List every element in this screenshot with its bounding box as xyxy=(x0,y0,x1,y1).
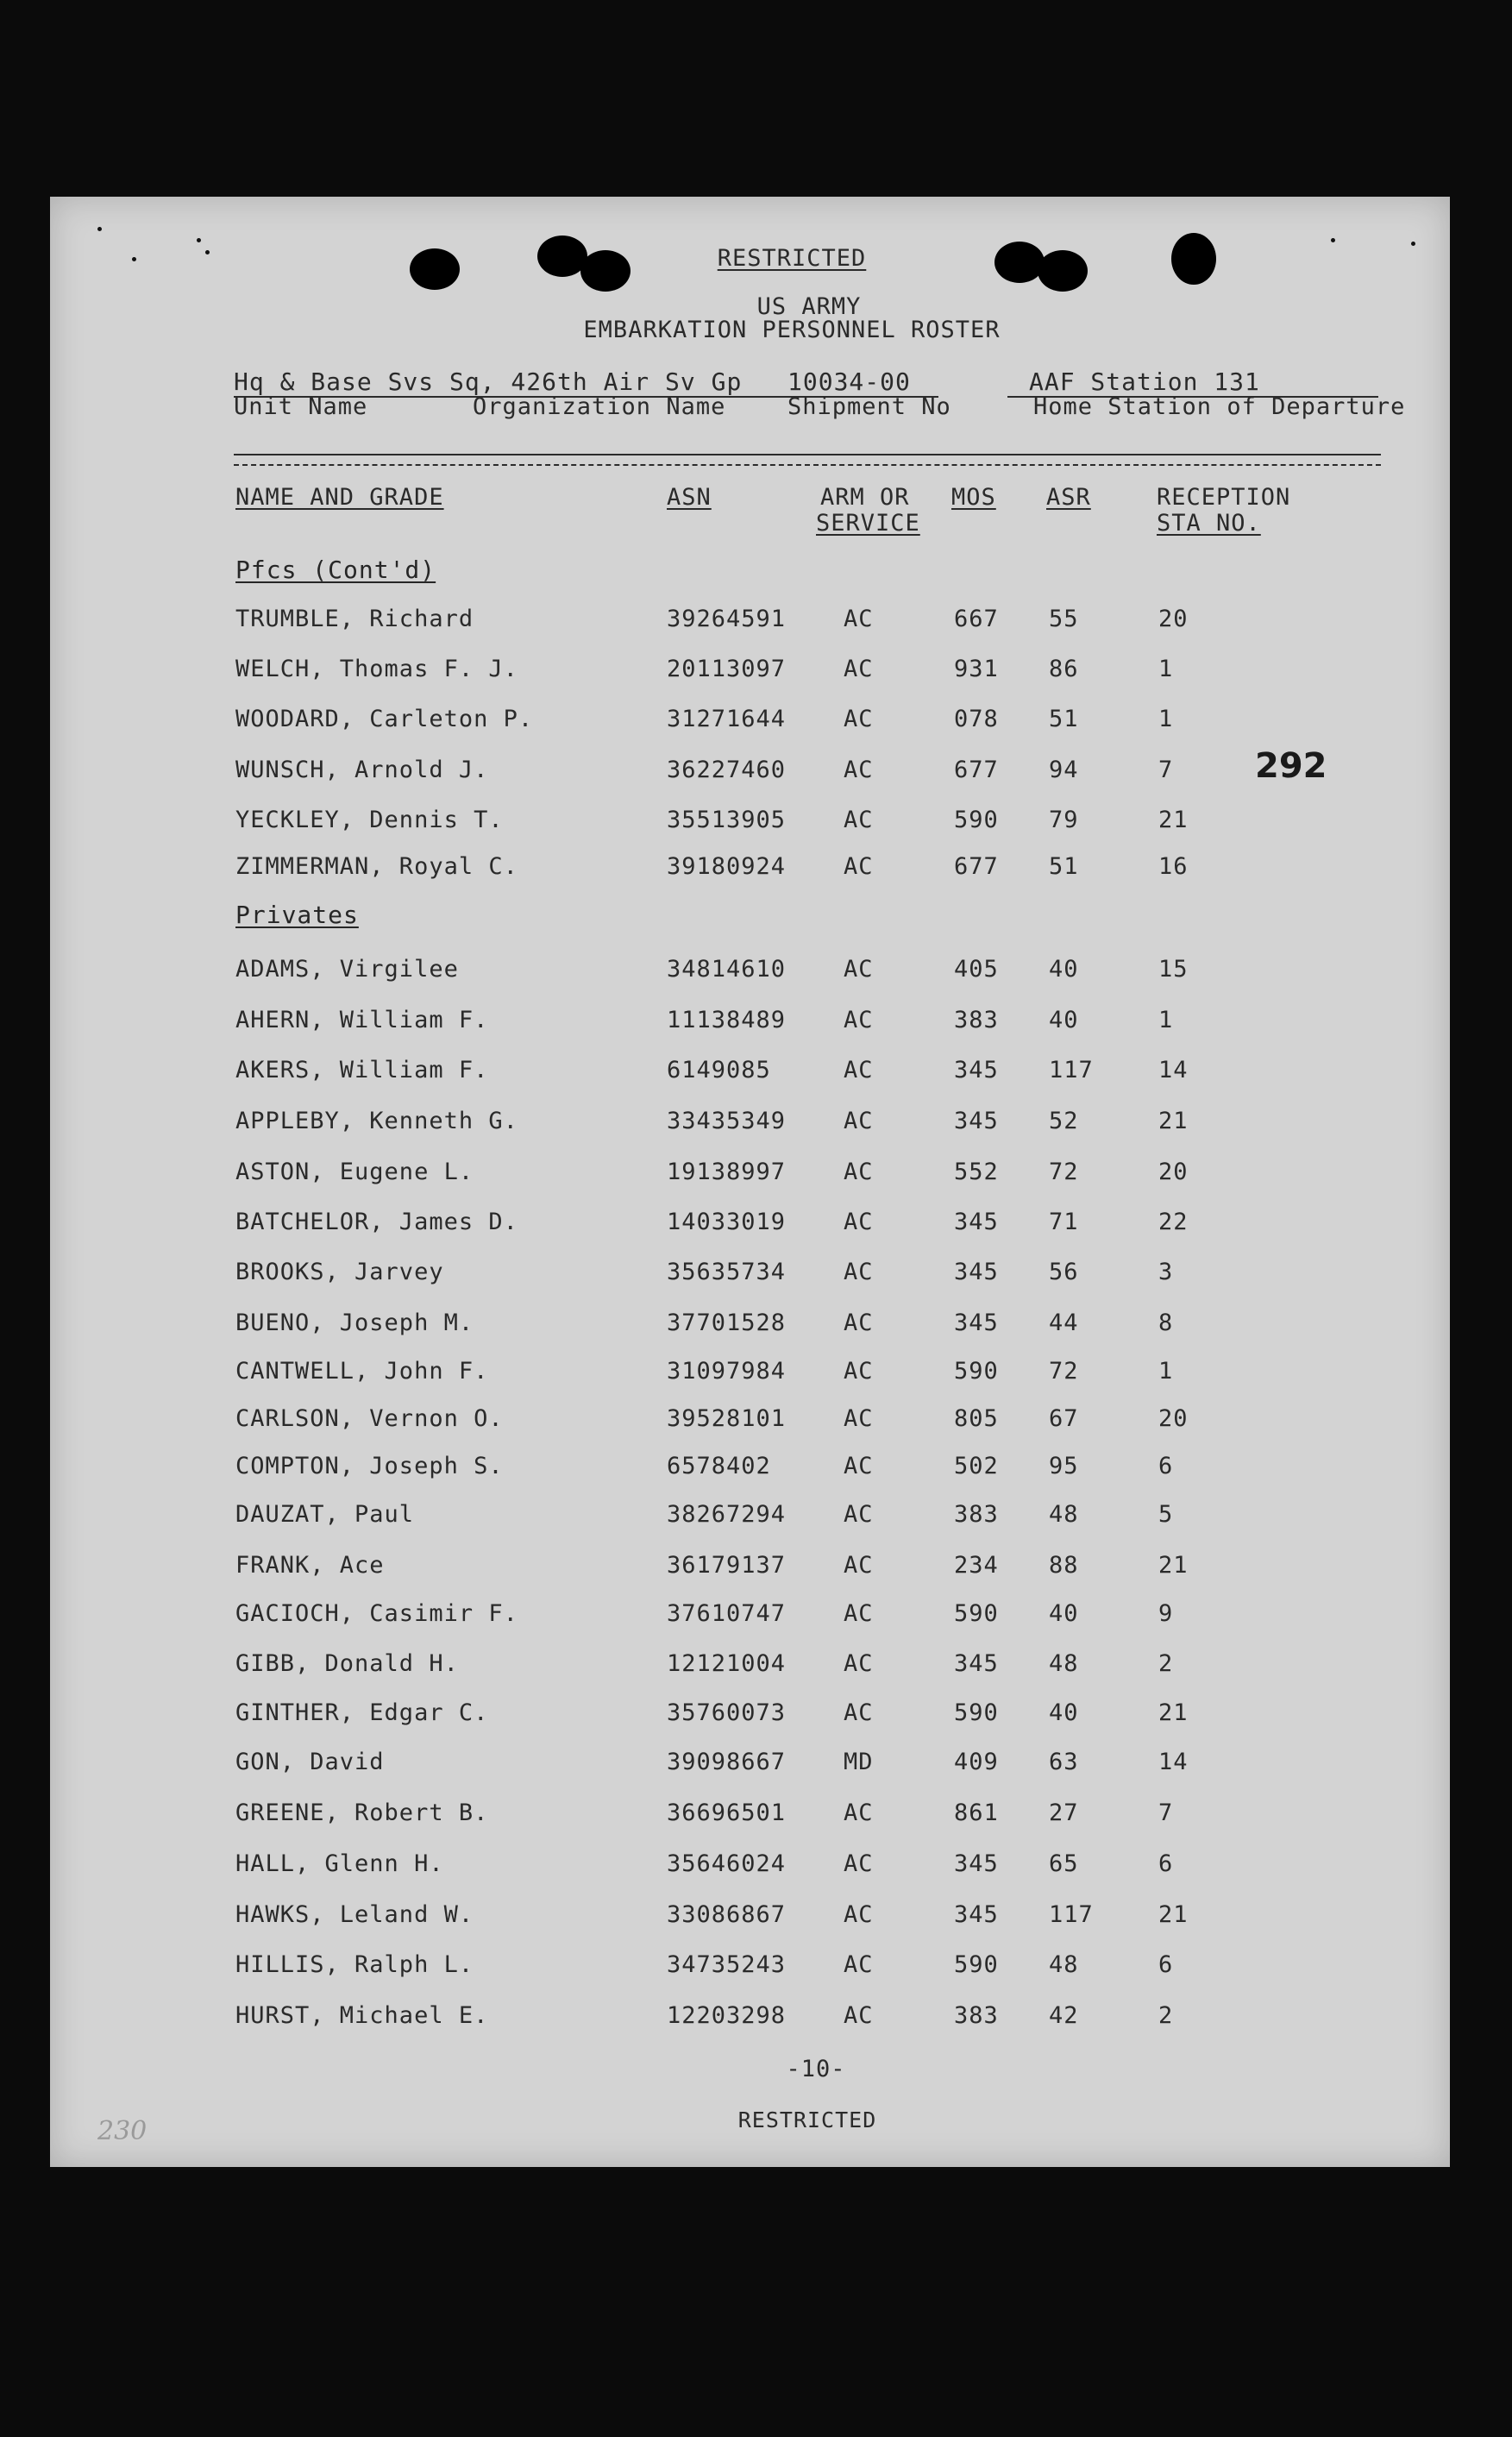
stamped-number: 292 xyxy=(1255,746,1327,786)
row-mos: 805 xyxy=(954,1405,999,1432)
row-reception-station: 1 xyxy=(1158,656,1174,682)
row-arm-service: AC xyxy=(844,1108,874,1134)
row-asn: 39098667 xyxy=(667,1749,787,1775)
row-asn: 6149085 xyxy=(667,1057,771,1083)
row-asn: 39528101 xyxy=(667,1405,787,1432)
row-asr: 63 xyxy=(1049,1749,1079,1775)
row-asn: 33435349 xyxy=(667,1108,787,1134)
row-reception-station: 21 xyxy=(1158,1699,1189,1726)
row-mos: 345 xyxy=(954,1650,999,1677)
station-label: Home Station of Departure xyxy=(1033,393,1406,420)
column-reception-line2: STA NO. xyxy=(1157,510,1261,537)
table-row xyxy=(50,1850,1450,1880)
row-asr: 117 xyxy=(1049,1901,1094,1928)
row-mos: 677 xyxy=(954,757,999,783)
row-asr: 40 xyxy=(1049,1007,1079,1033)
punch-hole xyxy=(994,242,1045,283)
row-mos: 234 xyxy=(954,1552,999,1579)
row-arm-service: AC xyxy=(844,1159,874,1185)
row-reception-station: 6 xyxy=(1158,1850,1174,1877)
row-asn: 6578402 xyxy=(667,1453,771,1479)
row-name: WELCH, Thomas F. J. xyxy=(235,656,518,682)
row-asn: 12121004 xyxy=(667,1650,787,1677)
row-asr: 27 xyxy=(1049,1799,1079,1826)
row-asr: 67 xyxy=(1049,1405,1079,1432)
shipment-value: 10034-00 xyxy=(787,367,911,396)
table-row xyxy=(50,1405,1450,1435)
row-asr: 52 xyxy=(1049,1108,1079,1134)
row-asr: 48 xyxy=(1049,1650,1079,1677)
speck xyxy=(1411,242,1415,246)
row-mos: 590 xyxy=(954,1699,999,1726)
classification-top: RESTRICTED xyxy=(717,245,867,272)
column-reception-line1: RECEPTION xyxy=(1157,484,1291,511)
punch-hole xyxy=(410,248,460,290)
row-asr: 86 xyxy=(1049,656,1079,682)
row-reception-station: 3 xyxy=(1158,1259,1174,1285)
table-row xyxy=(50,1951,1450,1981)
page-number: -10- xyxy=(786,2056,846,2082)
table-row xyxy=(50,706,1450,735)
table-row xyxy=(50,1057,1450,1086)
row-asn: 19138997 xyxy=(667,1159,787,1185)
row-mos: 931 xyxy=(954,656,999,682)
row-arm-service: AC xyxy=(844,706,874,732)
row-mos: 590 xyxy=(954,1358,999,1385)
row-reception-station: 1 xyxy=(1158,1358,1174,1385)
row-asr: 40 xyxy=(1049,1699,1079,1726)
row-asr: 94 xyxy=(1049,757,1079,783)
row-asn: 35635734 xyxy=(667,1259,787,1285)
header-rule xyxy=(234,454,1381,455)
row-asn: 33086867 xyxy=(667,1901,787,1928)
row-reception-station: 20 xyxy=(1158,1159,1189,1185)
table-row xyxy=(50,2002,1450,2032)
row-name: YECKLEY, Dennis T. xyxy=(235,807,504,833)
row-mos: 552 xyxy=(954,1159,999,1185)
row-reception-station: 14 xyxy=(1158,1057,1189,1083)
row-mos: 677 xyxy=(954,853,999,880)
row-asn: 37610747 xyxy=(667,1600,787,1627)
row-arm-service: AC xyxy=(844,1901,874,1928)
row-mos: 345 xyxy=(954,1310,999,1336)
row-name: GACIOCH, Casimir F. xyxy=(235,1600,518,1627)
row-arm-service: AC xyxy=(844,606,874,632)
row-mos: 667 xyxy=(954,606,999,632)
row-arm-service: AC xyxy=(844,757,874,783)
row-reception-station: 2 xyxy=(1158,2002,1174,2029)
unit-name-label: Unit Name xyxy=(234,393,368,420)
table-row xyxy=(50,1650,1450,1680)
row-mos: 345 xyxy=(954,1209,999,1235)
row-arm-service: AC xyxy=(844,956,874,983)
row-mos: 383 xyxy=(954,2002,999,2029)
row-mos: 590 xyxy=(954,1951,999,1978)
speck xyxy=(97,227,102,231)
speck xyxy=(205,250,210,254)
row-asn: 34735243 xyxy=(667,1951,787,1978)
row-mos: 383 xyxy=(954,1501,999,1528)
punch-hole xyxy=(1171,233,1216,285)
row-asn: 35513905 xyxy=(667,807,787,833)
row-arm-service: AC xyxy=(844,1310,874,1336)
row-name: FRANK, Ace xyxy=(235,1552,385,1579)
row-name: ZIMMERMAN, Royal C. xyxy=(235,853,518,880)
row-asr: 117 xyxy=(1049,1057,1094,1083)
row-asr: 79 xyxy=(1049,807,1079,833)
row-arm-service: MD xyxy=(844,1749,874,1775)
table-row xyxy=(50,956,1450,985)
row-arm-service: AC xyxy=(844,1405,874,1432)
row-reception-station: 6 xyxy=(1158,1453,1174,1479)
row-asn: 35760073 xyxy=(667,1699,787,1726)
row-asn: 37701528 xyxy=(667,1310,787,1336)
table-row xyxy=(50,807,1450,836)
row-reception-station: 21 xyxy=(1158,1108,1189,1134)
table-row xyxy=(50,1310,1450,1339)
unit-name-value: Hq & Base Svs Sq, 426th Air Sv Gp xyxy=(234,367,743,396)
row-asn: 39180924 xyxy=(667,853,787,880)
row-asr: 44 xyxy=(1049,1310,1079,1336)
row-asr: 51 xyxy=(1049,706,1079,732)
row-mos: 345 xyxy=(954,1057,999,1083)
table-row xyxy=(50,757,1450,786)
row-mos: 345 xyxy=(954,1259,999,1285)
table-row xyxy=(50,1699,1450,1729)
row-asr: 48 xyxy=(1049,1501,1079,1528)
row-asn: 11138489 xyxy=(667,1007,787,1033)
section-heading: Pfcs (Cont'd) xyxy=(235,556,436,584)
row-mos: 590 xyxy=(954,807,999,833)
row-arm-service: AC xyxy=(844,1358,874,1385)
row-asr: 65 xyxy=(1049,1850,1079,1877)
row-mos: 345 xyxy=(954,1901,999,1928)
table-row xyxy=(50,1209,1450,1238)
row-arm-service: AC xyxy=(844,1259,874,1285)
row-name: BATCHELOR, James D. xyxy=(235,1209,518,1235)
row-reception-station: 20 xyxy=(1158,1405,1189,1432)
row-reception-station: 22 xyxy=(1158,1209,1189,1235)
row-asn: 35646024 xyxy=(667,1850,787,1877)
row-reception-station: 1 xyxy=(1158,706,1174,732)
table-row xyxy=(50,1007,1450,1036)
column-arm-line1: ARM OR xyxy=(820,484,910,511)
row-mos: 383 xyxy=(954,1007,999,1033)
row-arm-service: AC xyxy=(844,1699,874,1726)
row-reception-station: 8 xyxy=(1158,1310,1174,1336)
row-name: AHERN, William F. xyxy=(235,1007,489,1033)
row-name: CANTWELL, John F. xyxy=(235,1358,489,1385)
row-mos: 502 xyxy=(954,1453,999,1479)
column-asr: ASR xyxy=(1046,484,1091,511)
row-arm-service: AC xyxy=(844,1453,874,1479)
row-reception-station: 16 xyxy=(1158,853,1189,880)
row-reception-station: 15 xyxy=(1158,956,1189,983)
table-row xyxy=(50,1799,1450,1829)
row-asn: 39264591 xyxy=(667,606,787,632)
row-name: WOODARD, Carleton P. xyxy=(235,706,534,732)
header-dashed-rule xyxy=(234,464,1381,466)
row-asn: 14033019 xyxy=(667,1209,787,1235)
table-row xyxy=(50,1159,1450,1188)
table-row xyxy=(50,1600,1450,1630)
row-name: HAWKS, Leland W. xyxy=(235,1901,474,1928)
column-arm-line2: SERVICE xyxy=(816,510,920,537)
row-reception-station: 21 xyxy=(1158,1552,1189,1579)
pencil-number: 230 xyxy=(97,2116,147,2146)
row-name: DAUZAT, Paul xyxy=(235,1501,415,1528)
row-asn: 20113097 xyxy=(667,656,787,682)
row-reception-station: 1 xyxy=(1158,1007,1174,1033)
row-arm-service: AC xyxy=(844,656,874,682)
row-reception-station: 5 xyxy=(1158,1501,1174,1528)
row-asr: 40 xyxy=(1049,956,1079,983)
row-arm-service: AC xyxy=(844,1007,874,1033)
column-name-grade: NAME AND GRADE xyxy=(235,484,444,511)
section-heading: Privates xyxy=(235,901,359,929)
row-arm-service: AC xyxy=(844,853,874,880)
speck xyxy=(197,238,201,242)
row-asr: 51 xyxy=(1049,853,1079,880)
row-reception-station: 14 xyxy=(1158,1749,1189,1775)
row-reception-station: 9 xyxy=(1158,1600,1174,1627)
row-arm-service: AC xyxy=(844,807,874,833)
table-row xyxy=(50,1108,1450,1137)
row-name: GON, David xyxy=(235,1749,385,1775)
row-name: GINTHER, Edgar C. xyxy=(235,1699,489,1726)
row-asr: 71 xyxy=(1049,1209,1079,1235)
speck xyxy=(132,257,136,261)
row-asn: 38267294 xyxy=(667,1501,787,1528)
row-asn: 36696501 xyxy=(667,1799,787,1826)
row-name: GIBB, Donald H. xyxy=(235,1650,459,1677)
row-name: ADAMS, Virgilee xyxy=(235,956,459,983)
row-name: HILLIS, Ralph L. xyxy=(235,1951,474,1978)
row-name: HALL, Glenn H. xyxy=(235,1850,444,1877)
row-asn: 34814610 xyxy=(667,956,787,983)
row-asr: 56 xyxy=(1049,1259,1079,1285)
row-asr: 72 xyxy=(1049,1159,1079,1185)
form-title: EMBARKATION PERSONNEL ROSTER xyxy=(583,317,1001,343)
column-asn: ASN xyxy=(667,484,712,511)
row-asr: 48 xyxy=(1049,1951,1079,1978)
row-arm-service: AC xyxy=(844,1951,874,1978)
row-name: HURST, Michael E. xyxy=(235,2002,489,2029)
table-row xyxy=(50,1259,1450,1288)
punch-hole xyxy=(580,250,631,292)
row-mos: 345 xyxy=(954,1850,999,1877)
row-mos: 345 xyxy=(954,1108,999,1134)
table-row xyxy=(50,656,1450,685)
table-row xyxy=(50,1901,1450,1931)
row-name: COMPTON, Joseph S. xyxy=(235,1453,504,1479)
row-reception-station: 21 xyxy=(1158,807,1189,833)
row-asr: 95 xyxy=(1049,1453,1079,1479)
row-mos: 861 xyxy=(954,1799,999,1826)
row-arm-service: AC xyxy=(844,1799,874,1826)
shipment-label: Shipment No xyxy=(787,393,951,420)
agency-heading: US ARMY xyxy=(756,293,862,320)
roster-page xyxy=(50,197,1450,2167)
station-value: AAF Station 131 xyxy=(1029,367,1260,396)
row-asr: 88 xyxy=(1049,1552,1079,1579)
row-name: AKERS, William F. xyxy=(235,1057,489,1083)
row-arm-service: AC xyxy=(844,2002,874,2029)
row-reception-station: 21 xyxy=(1158,1901,1189,1928)
row-asn: 36227460 xyxy=(667,757,787,783)
row-arm-service: AC xyxy=(844,1501,874,1528)
row-mos: 078 xyxy=(954,706,999,732)
table-row xyxy=(50,1749,1450,1778)
row-mos: 405 xyxy=(954,956,999,983)
row-name: TRUMBLE, Richard xyxy=(235,606,474,632)
row-asr: 72 xyxy=(1049,1358,1079,1385)
row-asn: 12203298 xyxy=(667,2002,787,2029)
row-asn: 31271644 xyxy=(667,706,787,732)
row-mos: 590 xyxy=(954,1600,999,1627)
organization-label: Organization Name xyxy=(473,393,726,420)
speck xyxy=(1331,238,1335,242)
row-mos: 409 xyxy=(954,1749,999,1775)
punch-hole xyxy=(1038,250,1088,292)
row-name: WUNSCH, Arnold J. xyxy=(235,757,489,783)
row-arm-service: AC xyxy=(844,1057,874,1083)
table-row xyxy=(50,1358,1450,1387)
row-reception-station: 2 xyxy=(1158,1650,1174,1677)
row-reception-station: 7 xyxy=(1158,1799,1174,1826)
table-row xyxy=(50,606,1450,635)
row-name: APPLEBY, Kenneth G. xyxy=(235,1108,518,1134)
row-reception-station: 6 xyxy=(1158,1951,1174,1978)
row-name: BUENO, Joseph M. xyxy=(235,1310,474,1336)
table-row xyxy=(50,853,1450,882)
row-asn: 31097984 xyxy=(667,1358,787,1385)
column-mos: MOS xyxy=(951,484,996,511)
row-name: CARLSON, Vernon O. xyxy=(235,1405,504,1432)
classification-bottom: RESTRICTED xyxy=(737,2107,877,2132)
row-name: BROOKS, Jarvey xyxy=(235,1259,444,1285)
row-asr: 42 xyxy=(1049,2002,1079,2029)
row-name: GREENE, Robert B. xyxy=(235,1799,489,1826)
row-arm-service: AC xyxy=(844,1600,874,1627)
row-asr: 40 xyxy=(1049,1600,1079,1627)
row-reception-station: 20 xyxy=(1158,606,1189,632)
row-asn: 36179137 xyxy=(667,1552,787,1579)
row-asr: 55 xyxy=(1049,606,1079,632)
row-arm-service: AC xyxy=(844,1209,874,1235)
row-arm-service: AC xyxy=(844,1650,874,1677)
table-row xyxy=(50,1552,1450,1581)
row-arm-service: AC xyxy=(844,1850,874,1877)
table-row xyxy=(50,1501,1450,1530)
row-arm-service: AC xyxy=(844,1552,874,1579)
row-name: ASTON, Eugene L. xyxy=(235,1159,474,1185)
row-reception-station: 7 xyxy=(1158,757,1174,783)
table-row xyxy=(50,1453,1450,1482)
